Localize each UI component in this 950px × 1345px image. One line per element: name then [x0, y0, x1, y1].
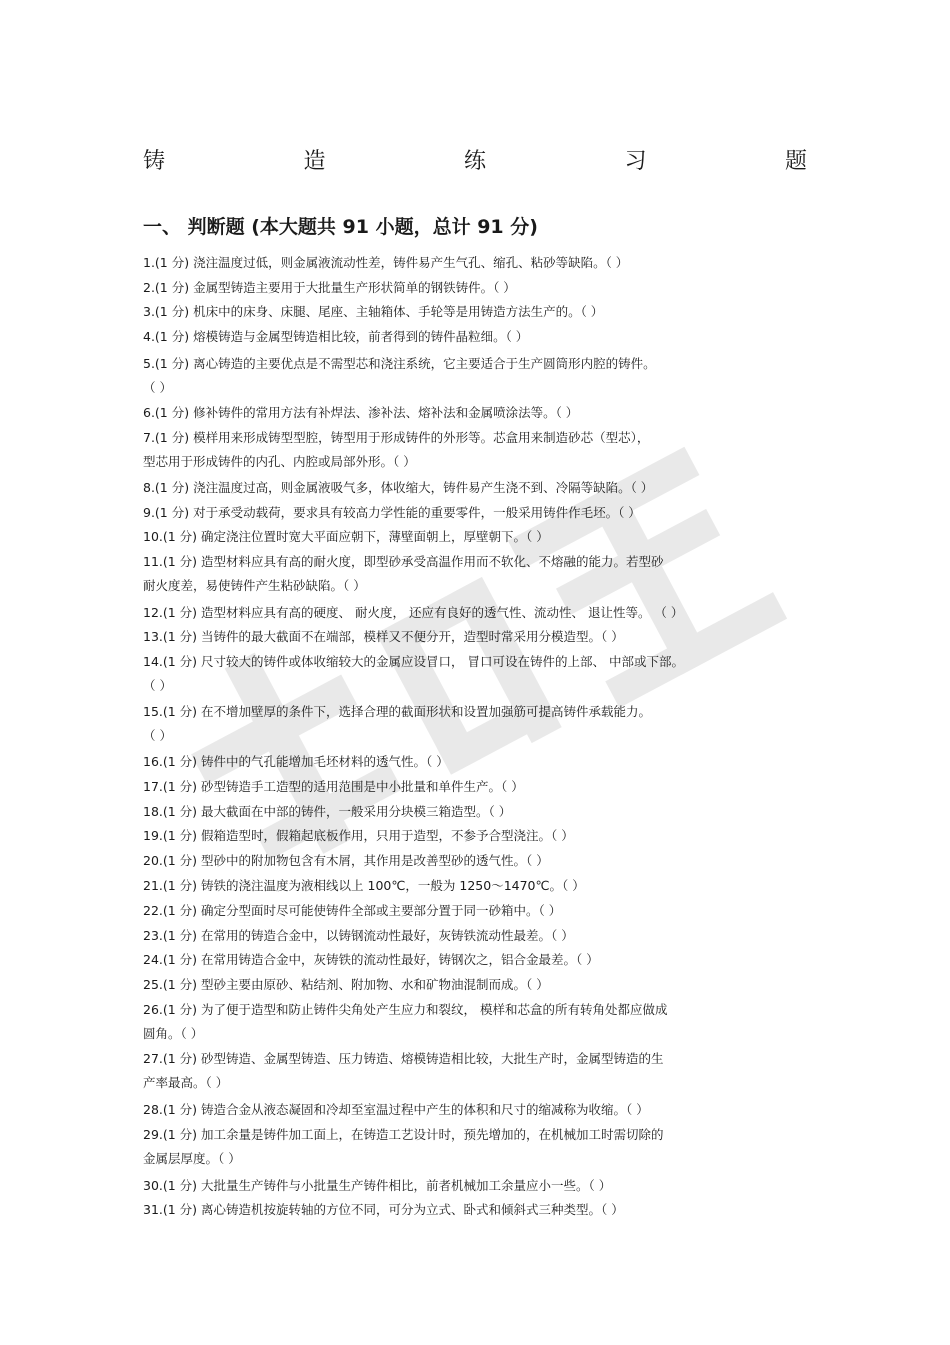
question-text: 15.(1 分) 在不增加壁厚的条件下，选择合理的截面形状和设置加强筋可提高铸件承载能力。 — [143, 704, 652, 719]
question-3 — [143, 300, 603, 324]
question-text: 16.(1 分) 铸件中的气孔能增加毛坯材料的透气性。（ ） — [143, 754, 449, 769]
section-heading: 一、 判断题 (本大题共 91 小题，总计 91 分) — [143, 216, 538, 238]
question-text: 12.(1 分) 造型材料应具有高的硬度、 耐火度， 还应有良好的透气性、流动性、 退让性等。 （ ） — [143, 605, 684, 620]
question-text: 14.(1 分) 尺寸较大的铸件或体收缩较大的金属应设冒口， 冒口可设在铸件的上部、 中部或下部。 — [143, 654, 684, 669]
question-21 — [143, 874, 585, 898]
question-text: 3.(1 分) 机床中的床身、床腿、尾座、主轴箱体、手轮等是用铸造方法生产的。（ ） — [143, 304, 604, 319]
question-text: 25.(1 分) 型砂主要由原砂、粘结剂、附加物、水和矿物油混制而成。（ ） — [143, 977, 549, 992]
title-char: 造 — [303, 149, 326, 174]
question-text: 20.(1 分) 型砂中的附加物包含有木屑，其作用是改善型砂的透气性。（ ） — [143, 853, 549, 868]
question-12 — [143, 601, 683, 625]
question-text-cont: 耐火度差，易使铸件产生粘砂缺陷。（ ） — [143, 578, 366, 593]
question-18 — [143, 800, 511, 824]
question-text: 22.(1 分) 确定分型面时尽可能使铸件全部或主要部分置于同一砂箱中。（ ） — [143, 903, 562, 918]
question-6 — [143, 401, 578, 425]
question-11 — [143, 550, 664, 598]
question-text-cont: （ ） — [143, 678, 172, 693]
question-25 — [143, 973, 549, 997]
title-char: 习 — [624, 149, 647, 174]
question-30 — [143, 1174, 611, 1198]
question-text: 9.(1 分) 对于承受动载荷，要求具有较高力学性能的重要零件，一般采用铸件作毛坯。（ ） — [143, 505, 641, 520]
question-text: 1.(1 分) 浇注温度过低，则金属液流动性差，铸件易产生气孔、缩孔、粘砂等缺陷。（ ） — [143, 255, 629, 270]
question-24 — [143, 948, 599, 972]
question-text: 6.(1 分) 修补铸件的常用方法有补焊法、渗补法、熔补法和金属喷涂法等。（ ） — [143, 405, 579, 420]
question-text: 5.(1 分) 离心铸造的主要优点是不需型芯和浇注系统，它主要适合于生产圆筒形内腔的铸件。 — [143, 356, 656, 371]
question-text: 11.(1 分) 造型材料应具有高的耐火度，即型砂承受高温作用而不软化、不熔融的能力。若型砂 — [143, 554, 664, 569]
question-text: 28.(1 分) 铸造合金从液态凝固和冷却至室温过程中产生的体积和尺寸的缩减称为收缩。（ ） — [143, 1102, 649, 1117]
question-text: 21.(1 分) 铸铁的浇注温度为液相线以上 100℃，一般为 1250～1470℃。（ ） — [143, 878, 585, 893]
question-2 — [143, 276, 516, 300]
question-8 — [143, 476, 653, 500]
question-text: 27.(1 分) 砂型铸造、金属型铸造、压力铸造、熔模铸造相比较，大批生产时，金属型铸造的生 — [143, 1051, 664, 1066]
question-17 — [143, 775, 524, 799]
question-text: 13.(1 分) 当铸件的最大截面不在端部，模样又不便分开，造型时常采用分模造型。（ ） — [143, 629, 624, 644]
question-text-cont: 型芯用于形成铸件的内孔、内腔或局部外形。（ ） — [143, 454, 416, 469]
question-9 — [143, 501, 641, 525]
question-text: 24.(1 分) 在常用铸造合金中，灰铸铁的流动性最好，铸钢次之，铝合金最差。（ ） — [143, 952, 599, 967]
question-text-cont: 金属层厚度。（ ） — [143, 1151, 241, 1166]
question-27 — [143, 1047, 664, 1095]
question-15 — [143, 700, 651, 748]
question-5 — [143, 352, 656, 400]
question-text-cont: 产率最高。（ ） — [143, 1075, 229, 1090]
question-4 — [143, 325, 528, 349]
question-text-cont: （ ） — [143, 728, 172, 743]
question-19 — [143, 824, 574, 848]
question-14 — [143, 650, 684, 698]
question-28 — [143, 1098, 649, 1122]
title-char: 练 — [463, 149, 486, 174]
question-text: 26.(1 分) 为了便于造型和防止铸件尖角处产生应力和裂纹， 模样和芯盒的所有转角处都应做成 — [143, 1002, 668, 1017]
question-29 — [143, 1123, 664, 1171]
question-10 — [143, 525, 549, 549]
question-text: 2.(1 分) 金属型铸造主要用于大批量生产形状简单的钢铁铸件。（ ） — [143, 280, 516, 295]
question-13 — [143, 625, 624, 649]
question-text: 7.(1 分) 模样用来形成铸型型腔，铸型用于形成铸件的外形等。芯盒用来制造砂芯（型芯）， — [143, 430, 650, 445]
question-31 — [143, 1198, 624, 1222]
question-1 — [143, 251, 628, 275]
question-text: 23.(1 分) 在常用的铸造合金中，以铸钢流动性最好，灰铸铁流动性最差。（ ） — [143, 928, 574, 943]
question-23 — [143, 924, 574, 948]
question-text: 31.(1 分) 离心铸造机按旋转轴的方位不同，可分为立式、卧式和倾斜式三种类型。（ ） — [143, 1202, 624, 1217]
question-text: 30.(1 分) 大批量生产铸件与小批量生产铸件相比，前者机械加工余量应小一些。（ ） — [143, 1178, 612, 1193]
title-char: 题 — [784, 149, 807, 174]
question-26 — [143, 998, 668, 1046]
question-text: 29.(1 分) 加工余量是铸件加工面上，在铸造工艺设计时，预先增加的，在机械加工时需切除的 — [143, 1127, 664, 1142]
question-22 — [143, 899, 561, 923]
question-text-cont: 圆角。（ ） — [143, 1026, 204, 1041]
question-text: 10.(1 分) 确定浇注位置时宽大平面应朝下，薄壁面朝上，厚壁朝下。（ ） — [143, 529, 549, 544]
question-text-cont: （ ） — [143, 380, 172, 395]
question-text: 19.(1 分) 假箱造型时，假箱起底板作用，只用于造型，不参予合型浇注。（ ） — [143, 828, 574, 843]
question-7 — [143, 426, 649, 474]
question-text: 18.(1 分) 最大截面在中部的铸件，一般采用分块模三箱造型。（ ） — [143, 804, 512, 819]
question-text: 8.(1 分) 浇注温度过高，则金属液吸气多，体收缩大，铸件易产生浇不到、冷隔等缺陷。（ ） — [143, 480, 654, 495]
question-20 — [143, 849, 549, 873]
title-char: 铸 — [143, 149, 166, 174]
page-title — [143, 144, 807, 176]
question-16 — [143, 750, 449, 774]
question-text: 4.(1 分) 熔模铸造与金属型铸造相比较，前者得到的铸件晶粒细。（ ） — [143, 329, 529, 344]
question-text: 17.(1 分) 砂型铸造手工造型的适用范围是中小批量和单件生产。（ ） — [143, 779, 524, 794]
